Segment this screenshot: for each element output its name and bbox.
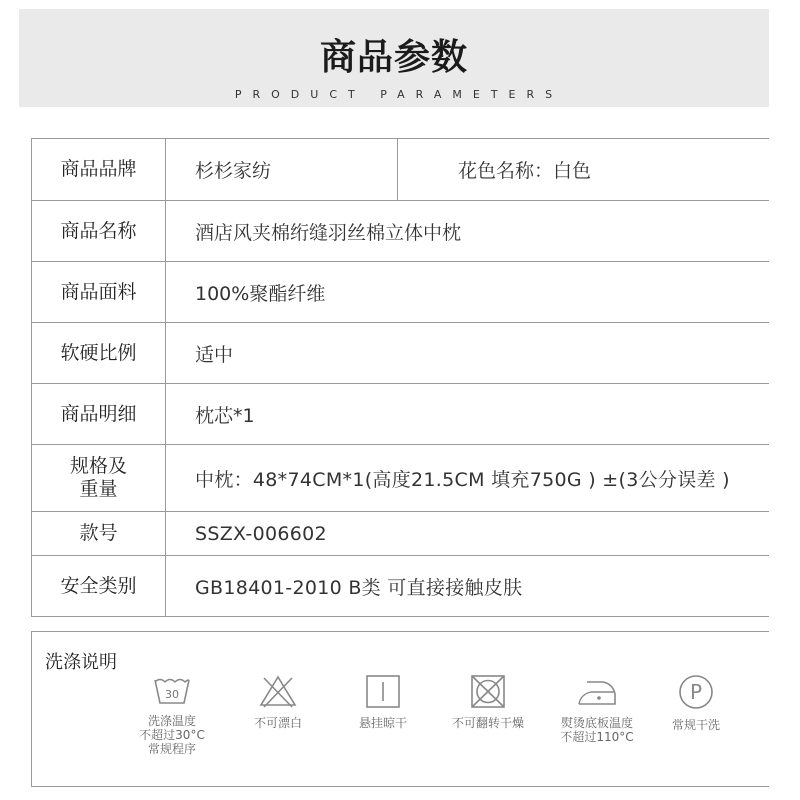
row-label: 商品名称 <box>31 201 166 261</box>
wash-caption: 常规程序 <box>147 742 196 756</box>
svg-text:P: P <box>689 680 703 704</box>
row-label-line1: 规格及 <box>69 455 127 477</box>
hang-dry-icon <box>363 674 403 708</box>
no-tumble-dry-icon <box>468 674 508 708</box>
page-title: 商品参数 <box>319 37 468 78</box>
header-banner <box>19 9 769 107</box>
wash-item <box>443 674 533 730</box>
wash-caption: 悬挂晾干 <box>358 716 407 730</box>
row-label: 商品面料 <box>31 262 166 322</box>
row-label: 商品明细 <box>31 384 166 444</box>
iron-icon <box>575 674 619 708</box>
wash-30-icon <box>152 674 192 706</box>
params-table <box>31 138 769 617</box>
wash-item <box>552 674 642 744</box>
row-label <box>31 445 166 511</box>
table-row-softness <box>31 323 769 384</box>
table-row-sku <box>31 512 769 556</box>
row-label: 安全类别 <box>31 556 166 616</box>
row-label: 软硬比例 <box>31 323 166 383</box>
table-row-spec <box>31 445 769 512</box>
wash-item <box>338 674 428 730</box>
table-row-brand <box>31 139 769 201</box>
wash-caption: 不超过30°C <box>139 728 205 742</box>
wash-caption: 不可翻转干燥 <box>451 716 524 730</box>
row-value: 杉杉家纺 <box>166 139 398 200</box>
table-row-name <box>31 201 769 262</box>
table-row-detail <box>31 384 769 445</box>
wash-caption: 不超过110°C <box>560 730 634 744</box>
svg-text:30: 30 <box>165 688 179 701</box>
washing-instructions <box>31 631 769 787</box>
wash-caption: 常规干洗 <box>671 718 720 732</box>
wash-item <box>127 674 217 756</box>
wash-caption: 熨烫底板温度 <box>560 716 633 730</box>
no-bleach-icon <box>258 674 298 708</box>
table-row-fabric <box>31 262 769 323</box>
row-label-line2: 重量 <box>79 478 118 500</box>
row-value: GB18401-2010 B类 可直接接触皮肤 <box>195 576 523 599</box>
row-label: 款号 <box>31 512 166 555</box>
row-value: SSZX-006602 <box>195 522 327 545</box>
row-value: 适中 <box>195 343 234 366</box>
wash-caption: 不可漂白 <box>253 716 302 730</box>
row-value: 中枕：48*74CM*1(高度21.5CM 填充750G ) ±(3公分误差 ) <box>195 468 730 491</box>
dry-clean-p-icon <box>676 674 716 710</box>
wash-item <box>651 674 741 732</box>
page-subtitle: PRODUCT PARAMETERS <box>234 88 564 101</box>
row-value: 100%聚酯纤维 <box>195 282 326 305</box>
washing-title: 洗涤说明 <box>45 652 117 673</box>
row-value: 枕芯*1 <box>195 404 255 427</box>
row-value-color: 花色名称：白色 <box>458 160 592 182</box>
row-value: 酒店风夹棉绗缝羽丝棉立体中枕 <box>195 221 462 244</box>
wash-item <box>233 674 323 730</box>
table-row-safety <box>31 556 769 617</box>
wash-caption: 洗涤温度 <box>147 714 196 728</box>
row-label: 商品品牌 <box>31 139 166 200</box>
